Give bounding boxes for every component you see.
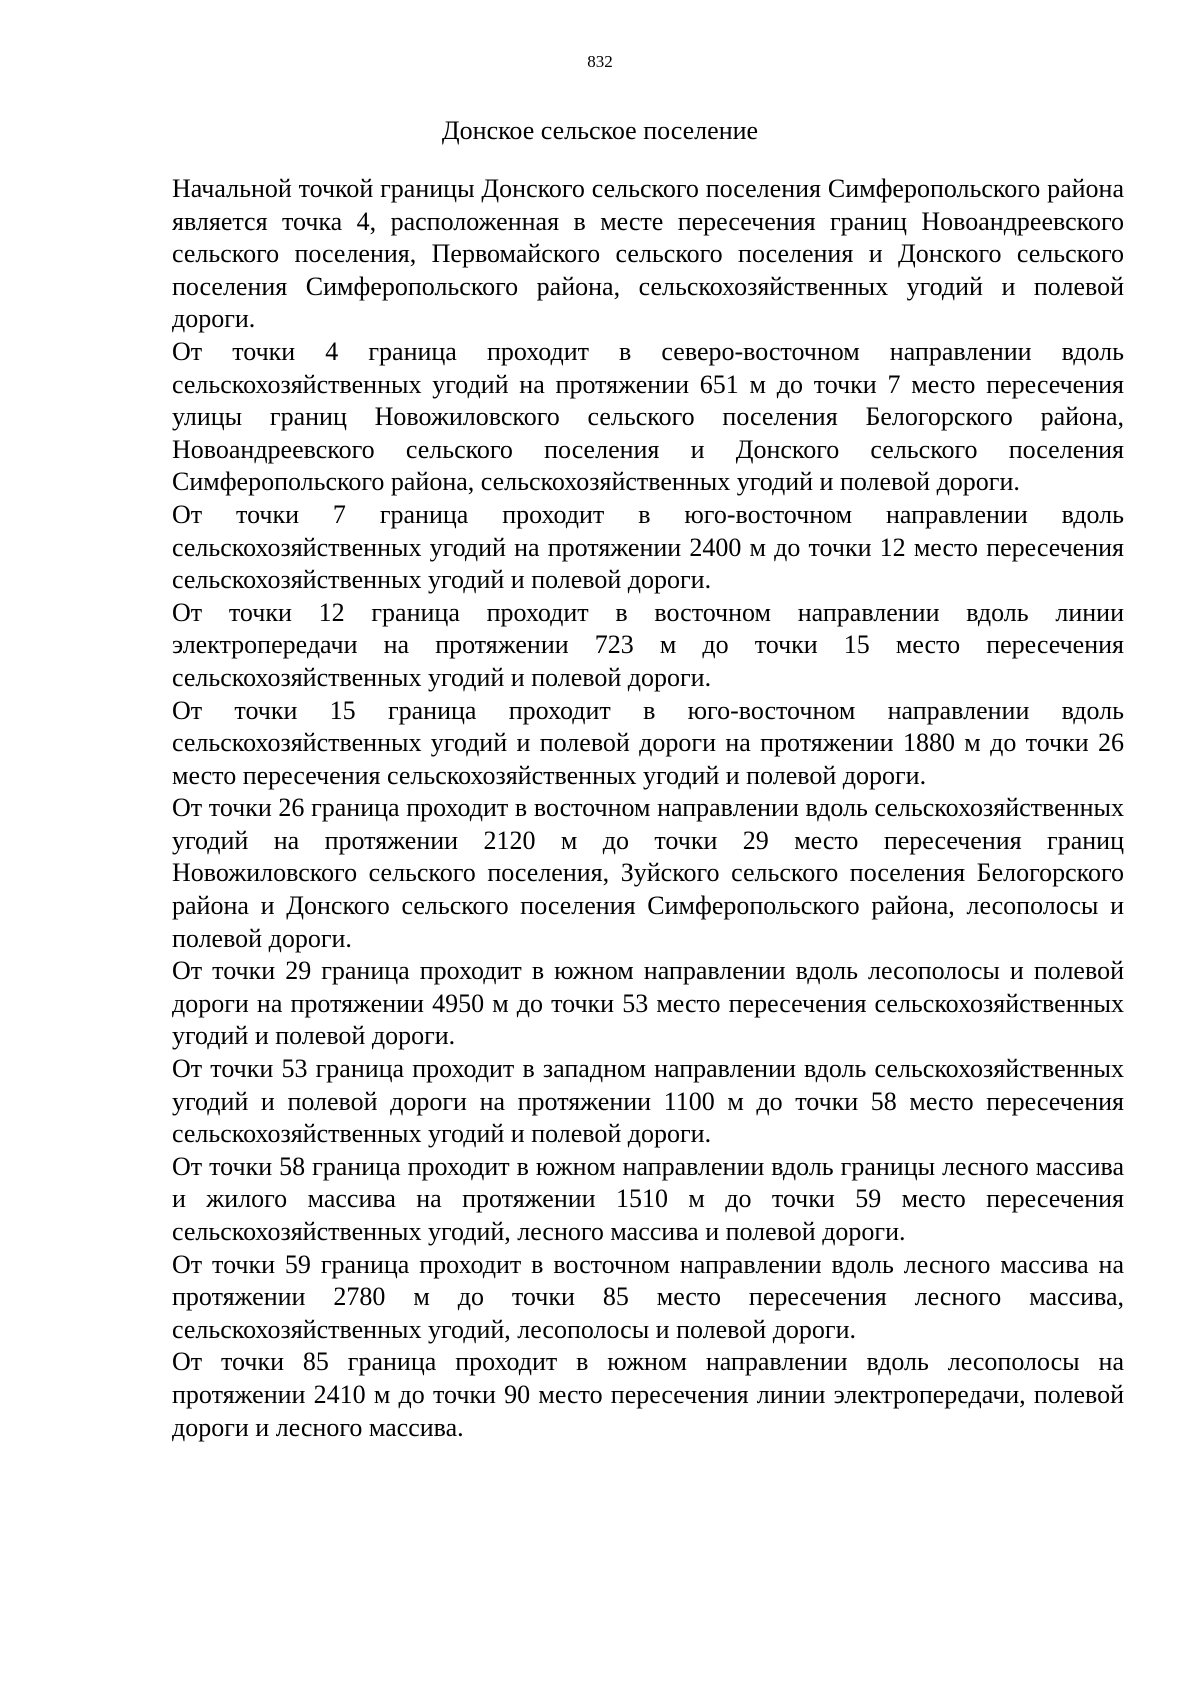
document-body [172,173,1124,1444]
paragraph: От точки 4 граница проходит в северо-восточном направлении вдоль сельскохозяйственных угодий на протяжении 651 м до точки 7 место пересечения улицы границ Новожиловского сельского поселения Белогорского района, Новоандреевского сельского поселения и Донского сельского поселения Симферопольского района, сельскохозяйственных угодий и полевой дороги. [172,336,1124,497]
paragraph: От точки 7 граница проходит в юго-восточном направлении вдоль сельскохозяйственных угодий на протяжении 2400 м до точки 12 место пересечения сельскохозяйственных угодий и полевой дороги. [172,499,1124,595]
page-number: 832 [587,52,613,71]
paragraph: От точки 53 граница проходит в западном направлении вдоль сельскохозяйственных угодий и полевой дороги на протяжении 1100 м до точки 58 место пересечения сельскохозяйственных угодий и полевой дороги. [172,1054,1124,1149]
paragraph: От точки 12 граница проходит в восточном направлении вдоль линии электропередачи на протяжении 723 м до точки 15 место пересечения сельскохозяйственных угодий и полевой дороги. [172,597,1124,692]
paragraph: От точки 15 граница проходит в юго-восточном направлении вдоль сельскохозяйственных угодий и полевой дороги на протяжении 1880 м до точки 26 место пересечения сельскохозяйственных угодий и полевой дороги. [172,695,1124,790]
paragraph: От точки 59 граница проходит в восточном направлении вдоль лесного массива на протяжении 2780 м до точки 85 место пересечения лесного массива, сельскохозяйственных угодий, лесополосы и полевой дороги. [172,1249,1124,1344]
paragraph: Начальной точкой границы Донского сельского поселения Симферопольского района является точка 4, расположенная в месте пересечения границ Новоандреевского сельского поселения, Первомайского сельского поселения и Донского сельского поселения Симферопольского района, сельскохозяйственных угодий и полевой дороги. [172,174,1124,334]
paragraph: От точки 29 граница проходит в южном направлении вдоль лесополосы и полевой дороги на протяжении 4950 м до точки 53 место пересечения сельскохозяйственных угодий и полевой дороги. [172,956,1124,1051]
document-title: Донское сельское поселение [441,116,759,145]
paragraph: От точки 85 граница проходит в южном направлении вдоль лесополосы на протяжении 2410 м до точки 90 место пересечения линии электропередачи, полевой дороги и лесного массива. [172,1347,1124,1442]
paragraph: От точки 26 граница проходит в восточном направлении вдоль сельскохозяйственных угодий на протяжении 2120 м до точки 29 место пересечения границ Новожиловского сельского поселения, Зуйского сельского поселения Белогорского района и Донского сельского поселения Симферопольского района, лесополосы и полевой дороги. [172,793,1124,953]
paragraph: От точки 58 граница проходит в южном направлении вдоль границы лесного массива и жилого массива на протяжении 1510 м до точки 59 место пересечения сельскохозяйственных угодий, лесного массива и полевой дороги. [172,1151,1124,1246]
